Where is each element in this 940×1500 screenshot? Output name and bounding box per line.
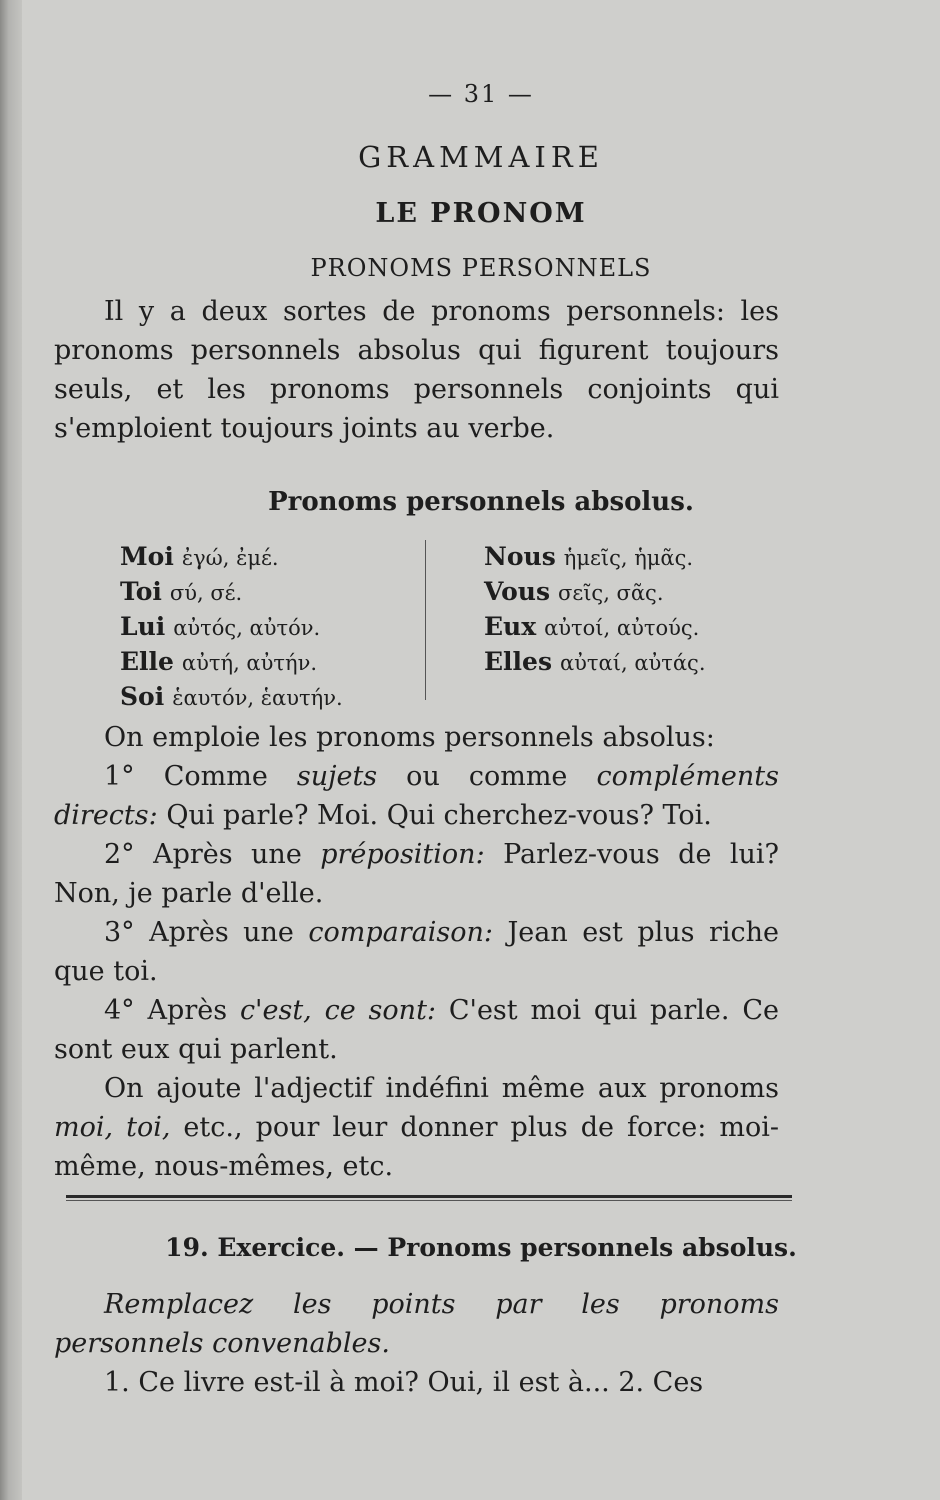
exercise-heading: 19. Exercice. — Pronoms personnels absolus. [165, 1233, 797, 1262]
meme-paragraph: On ajoute l'adjectif indéfini même aux pronoms moi, toi, etc., pour leur donner plus de force: moi-même, nous-mêmes, etc. [54, 1073, 779, 1182]
pronoun-row: Vous σεῖς, σᾶς. [484, 577, 664, 606]
column-divider [425, 540, 426, 700]
pronoun-row: Moi ἐγώ, ἐμέ. [120, 542, 279, 571]
pronoun-row: Lui αὐτός, αὐτόν. [120, 612, 321, 641]
pronoun-row: Eux αὐτοί, αὐτούς. [484, 612, 700, 641]
rule-2: 2° Après une préposition: Parlez-vous de lui? Non, je parle d'elle. [54, 839, 779, 909]
pronoun-row: Nous ἡμεῖς, ἡμᾶς. [484, 542, 694, 571]
pronoun-row: Toi σύ, σέ. [120, 577, 243, 606]
pronoun-row: Elle αὐτή, αὐτήν. [120, 647, 318, 676]
exercise-line-1: 1. Ce livre est-il à moi? Oui, il est à... 2. Ces [104, 1367, 704, 1398]
pronoun-row: Elles αὐταί, αὐτάς. [484, 647, 706, 676]
page [22, 0, 940, 1500]
book-spine [0, 0, 23, 1500]
rule-4: 4° Après c'est, ce sont: C'est moi qui parle. Ce sont eux qui parlent. [54, 995, 779, 1065]
exercise-instruction: Remplacez les points par les pronoms personnels convenables. [54, 1289, 779, 1359]
singular-pronoun-list [120, 540, 343, 715]
separator-rule [66, 1195, 792, 1198]
heading-pronoms-personnels: PRONOMS PERSONNELS [310, 254, 652, 282]
heading-le-pronom: LE PRONOM [375, 198, 587, 229]
usage-intro: On emploie les pronoms personnels absolus: [104, 722, 715, 753]
page-number: — 31 — [428, 80, 534, 108]
heading-pronoms-absolus: Pronoms personnels absolus. [268, 487, 694, 517]
intro-paragraph: Il y a deux sortes de pronoms personnels: les pronoms personnels absolus qui figurent toujours seuls, et les pronoms personnels conjoints qui s'emploient toujours joints au verbe. [54, 296, 779, 444]
rule-3: 3° Après une comparaison: Jean est plus riche que toi. [54, 917, 780, 987]
pronoun-row: Soi ἑαυτόν, ἑαυτήν. [120, 682, 343, 711]
heading-grammaire: GRAMMAIRE [358, 140, 604, 174]
rule-1: 1° Comme sujets ou comme compléments directs: Qui parle? Moi. Qui cherchez-vous? Toi. [54, 761, 780, 831]
plural-pronoun-list [484, 540, 706, 680]
separator-rule-thin [66, 1200, 792, 1201]
